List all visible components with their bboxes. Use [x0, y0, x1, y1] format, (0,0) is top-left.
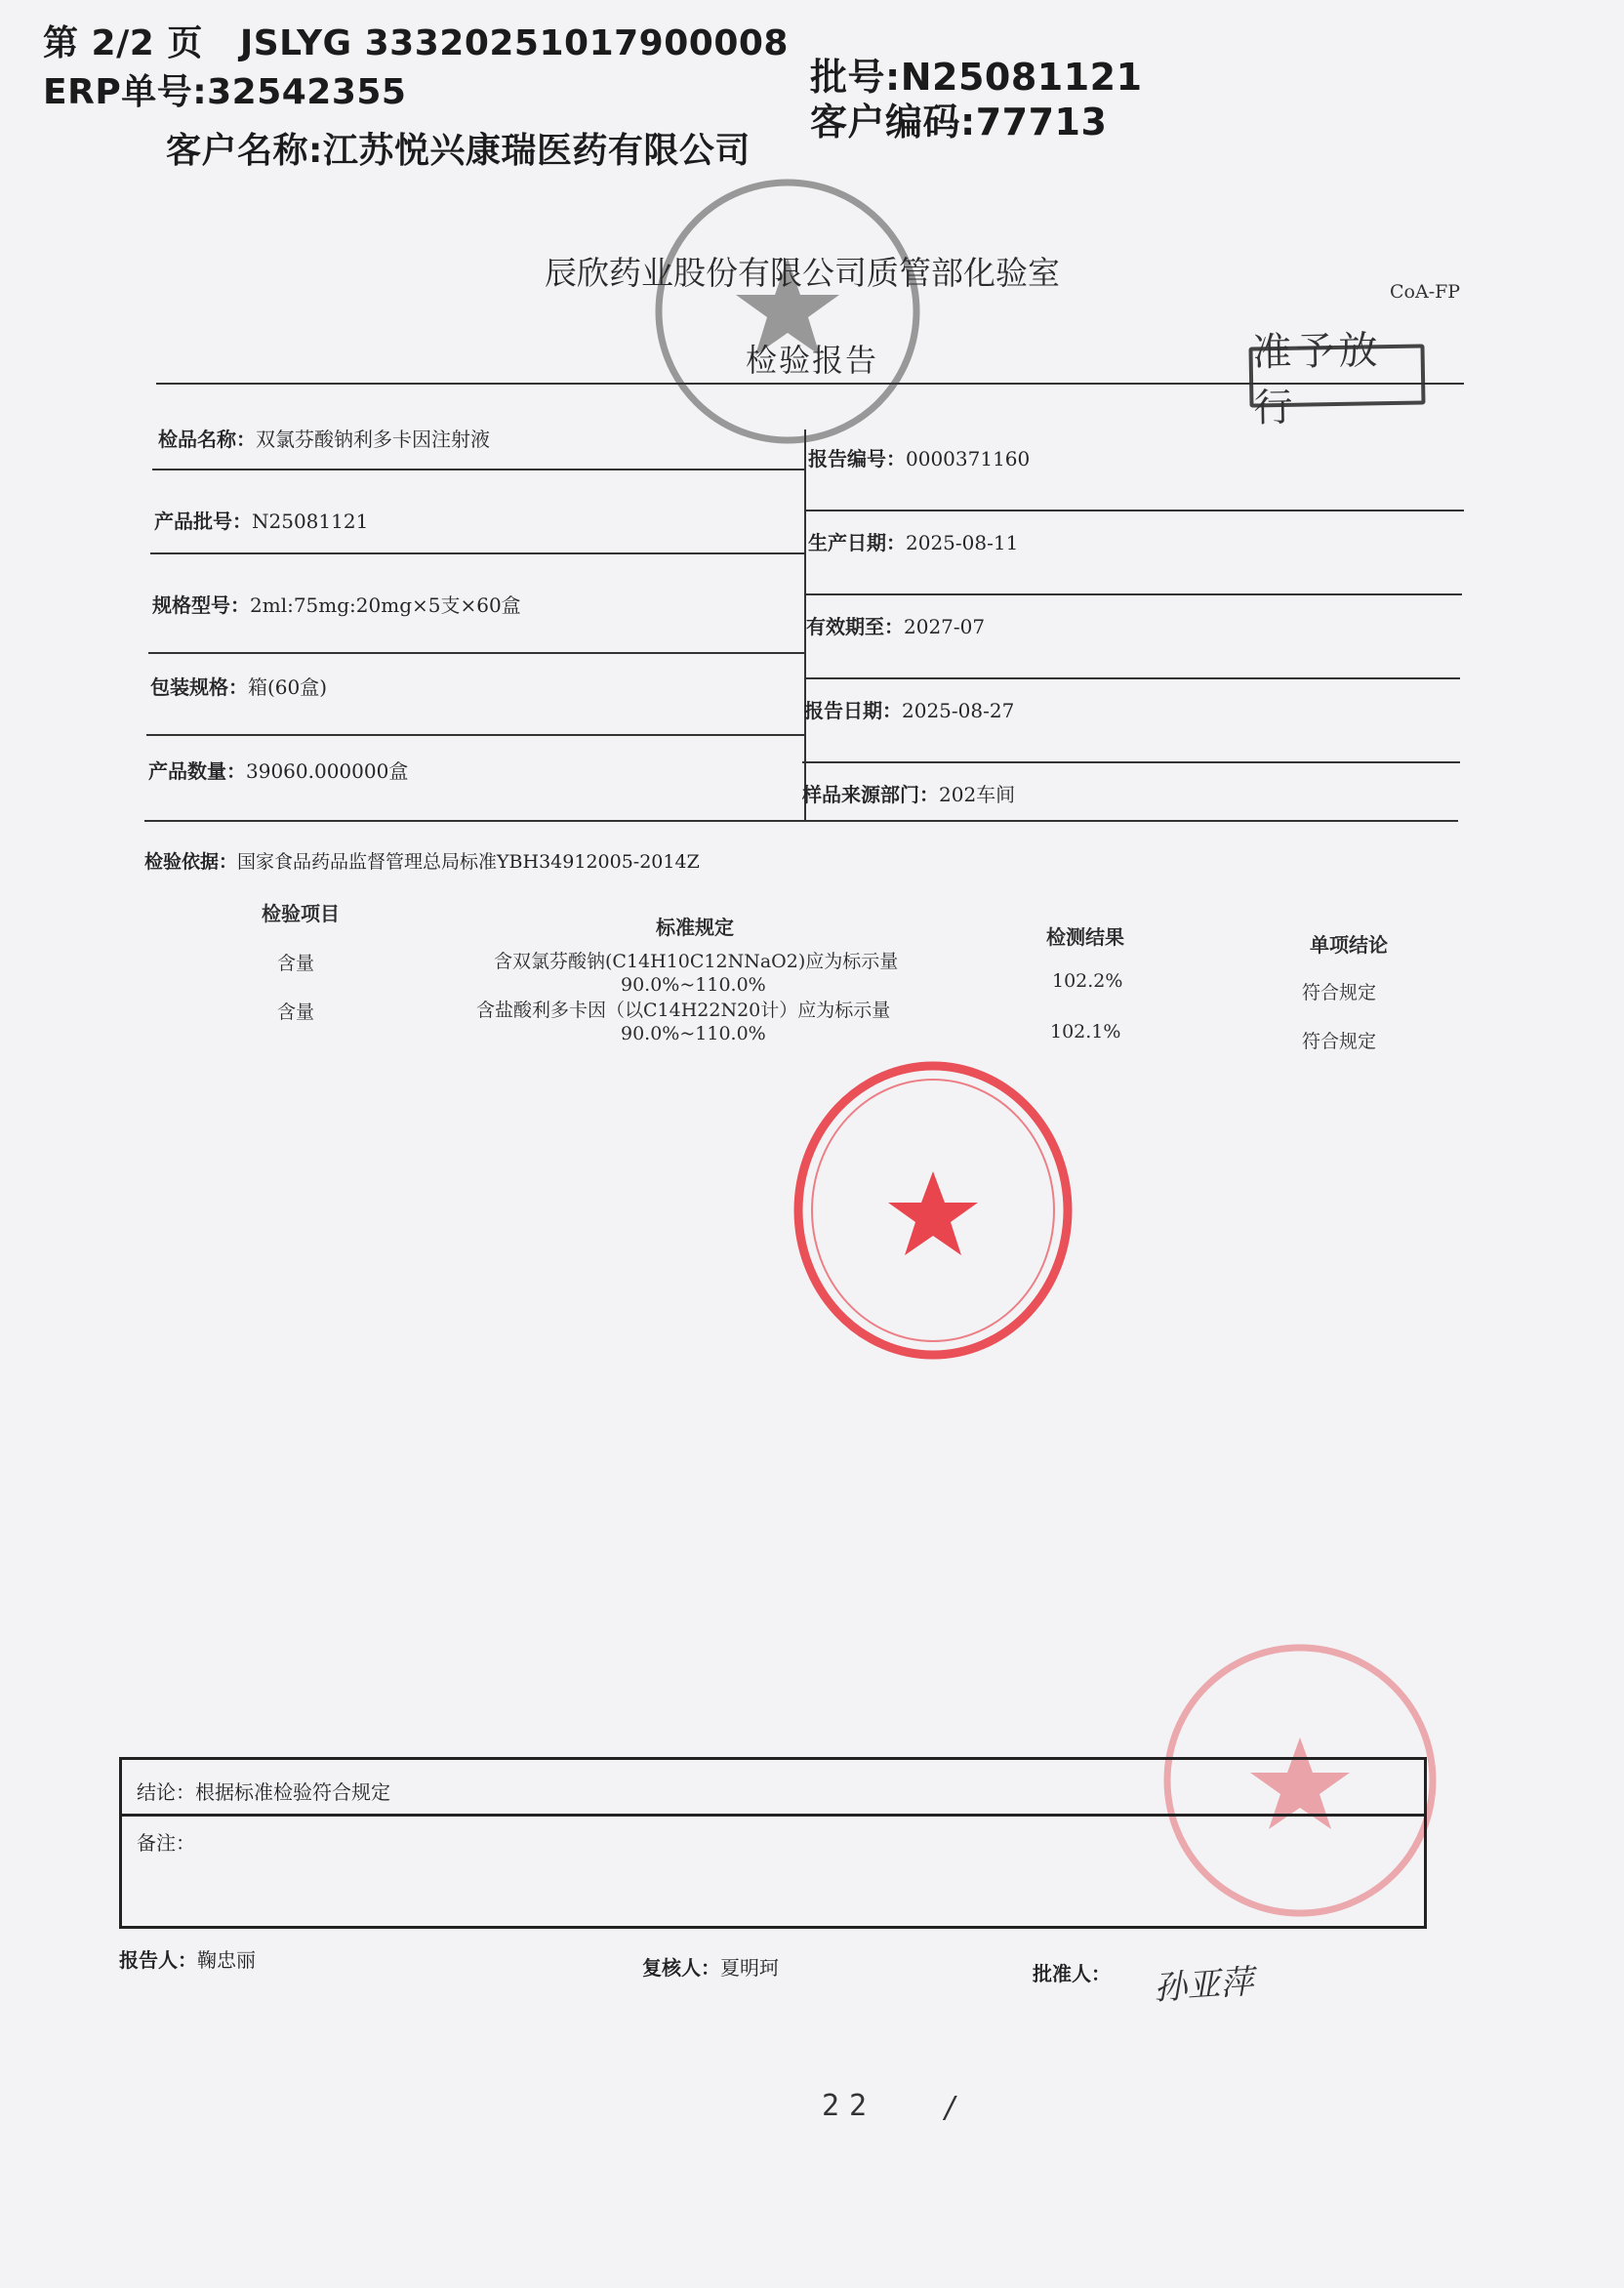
- product-name: 双氯芬酸钠利多卡因注射液: [256, 428, 490, 451]
- header-result: 检测结果: [1046, 925, 1124, 949]
- spec-field: 规格型号：2ml:75mg:20mg×5支×60盒: [152, 593, 521, 617]
- page-slash: /: [945, 2091, 955, 2125]
- product-name-field: 检品名称：双氯芬酸钠利多卡因注射液: [158, 428, 490, 451]
- erp-number: ERP单号:32542355: [43, 72, 407, 112]
- test-row-2-result: 102.1%: [1050, 1021, 1121, 1042]
- package: 箱(60盒): [248, 675, 328, 699]
- test-row-1-standard: 含双氯芬酸钠(C14H10C12NNaO2)应为标示量: [494, 951, 899, 972]
- quantity: 39060.000000盒: [246, 759, 409, 783]
- report-no: 0000371160: [906, 447, 1031, 470]
- test-row-1-item: 含量: [277, 953, 315, 974]
- reviewer: 复核人：夏明珂: [642, 1956, 779, 1980]
- report-date: 2025-08-27: [902, 699, 1015, 722]
- form-code: CoA-FP: [1390, 281, 1461, 303]
- test-row-2-item: 含量: [277, 1001, 315, 1023]
- page-indicator: 第 2/2 页: [43, 23, 203, 63]
- page-number: 22: [822, 2089, 877, 2123]
- conclusion-divider: [119, 1814, 1427, 1817]
- spec: 2ml:75mg:20mg×5支×60盒: [250, 593, 521, 617]
- expiry-field: 有效期至：2027-07: [806, 615, 986, 638]
- lab-seal: [646, 170, 929, 453]
- source-field: 样品来源部门：202车间: [802, 783, 1016, 806]
- test-row-1-conclusion: 符合规定: [1302, 982, 1377, 1003]
- mfg-date: 2025-08-11: [906, 531, 1019, 554]
- mfg-date-field: 生产日期：2025-08-11: [808, 531, 1019, 554]
- test-row-1-range: 90.0%~110.0%: [621, 974, 766, 996]
- reporter-name: 鞠忠丽: [197, 1948, 256, 1972]
- lab-title: 辰欣药业股份有限公司质管部化验室: [545, 254, 1060, 292]
- header-standard: 标准规定: [656, 916, 734, 939]
- grid-line: [802, 761, 1460, 763]
- customer-name: 客户名称:江苏悦兴康瑞医药有限公司: [166, 131, 751, 171]
- release-stamp: 准予放行: [1248, 344, 1425, 407]
- approver: 批准人：: [1033, 1962, 1111, 1985]
- batch-field: 产品批号：N25081121: [154, 510, 369, 533]
- header-test-item: 检验项目: [262, 902, 340, 925]
- reviewer-name: 夏明珂: [720, 1956, 779, 1980]
- quantity-field: 产品数量：39060.000000盒: [148, 759, 409, 783]
- report-date-field: 报告日期：2025-08-27: [804, 699, 1015, 722]
- test-row-2-range: 90.0%~110.0%: [621, 1023, 766, 1044]
- header-batch: 批号:N25081121: [810, 56, 1143, 99]
- source-dept: 202车间: [939, 783, 1016, 806]
- grid-line: [806, 510, 1464, 511]
- test-row-1-result: 102.2%: [1052, 970, 1123, 992]
- red-qa-seal: [789, 1056, 1077, 1365]
- grid-line: [146, 734, 804, 736]
- remark: 备注：: [137, 1831, 195, 1855]
- conclusion: 结论：根据标准检验符合规定: [137, 1780, 390, 1804]
- grid-line: [806, 593, 1462, 595]
- reporter: 报告人：鞠忠丽: [119, 1948, 256, 1972]
- grid-line: [804, 677, 1460, 679]
- document-number: JSLYG 33320251017900008: [239, 23, 789, 63]
- grid-line: [150, 552, 806, 554]
- test-row-2-conclusion: 符合规定: [1302, 1031, 1377, 1052]
- inspection-basis: 检验依据：国家食品药品监督管理总局标准YBH34912005-2014Z: [144, 851, 700, 873]
- expiry: 2027-07: [904, 615, 986, 638]
- report-title: 检验报告: [746, 342, 879, 379]
- test-row-2-standard: 含盐酸利多卡因（以C14H22N20计）应为标示量: [476, 1000, 891, 1021]
- header-conclusion: 单项结论: [1310, 933, 1388, 957]
- grid-line: [144, 820, 1458, 822]
- batch-no: N25081121: [252, 510, 369, 533]
- grid-line: [148, 652, 806, 654]
- report-no-field: 报告编号：0000371160: [808, 447, 1031, 470]
- grid-line: [152, 469, 806, 470]
- customer-code: 客户编码:77713: [810, 101, 1108, 143]
- header-line-1: [43, 16, 789, 65]
- approver-signature: 孙亚萍: [1152, 1962, 1255, 2009]
- grid-line: [156, 383, 1464, 385]
- basis-standard: 国家食品药品监督管理总局标准YBH34912005-2014Z: [237, 851, 700, 873]
- package-field: 包装规格：箱(60盒): [150, 675, 328, 699]
